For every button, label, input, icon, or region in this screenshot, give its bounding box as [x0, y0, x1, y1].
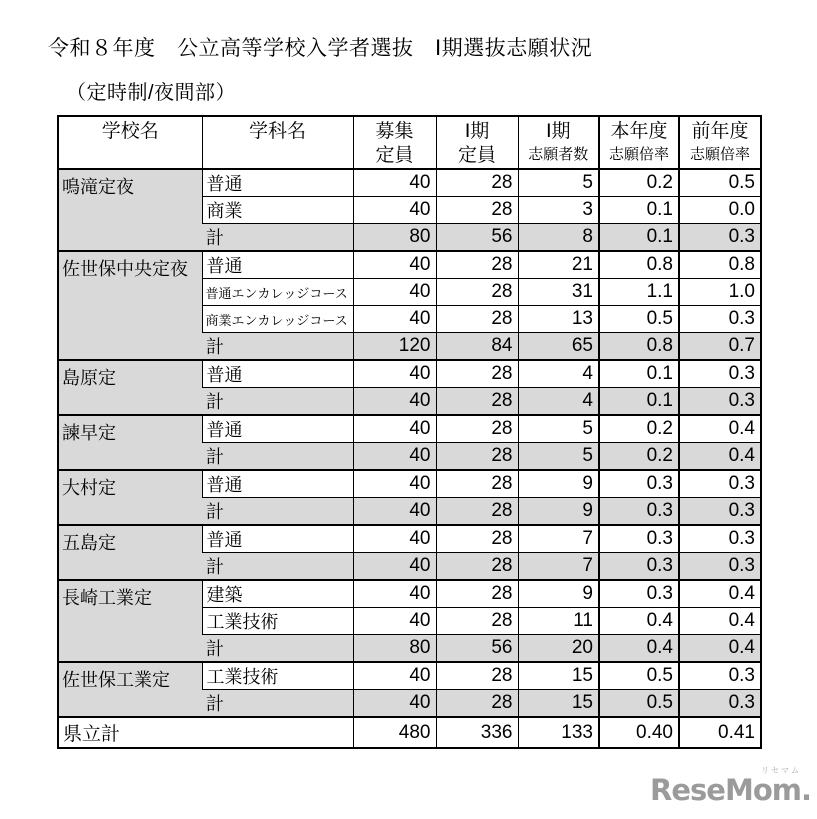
applicants-cell: 4 [518, 360, 599, 388]
total-label-cell: 計 [202, 498, 353, 526]
current-ratio-cell: 0.2 [599, 415, 679, 443]
column-header-school: 学校名 [58, 116, 202, 169]
previous-ratio-cell: 0.3 [679, 360, 761, 388]
department-cell: 普通 [202, 525, 353, 553]
column-header-department: 学科名 [202, 116, 353, 169]
total-label-cell: 計 [202, 224, 353, 252]
previous-ratio-cell: 0.3 [679, 224, 761, 252]
capacity-cell: 40 [353, 251, 436, 279]
period1-capacity-cell: 28 [436, 251, 518, 279]
school-name-cell: 鳴滝定夜 [58, 169, 202, 251]
table-row [58, 360, 761, 388]
current-ratio-cell: 0.3 [599, 553, 679, 581]
period1-capacity-cell: 336 [436, 717, 518, 748]
current-ratio-cell: 0.1 [599, 360, 679, 388]
applicants-cell: 15 [518, 690, 599, 718]
total-label-cell: 計 [202, 388, 353, 416]
applicants-cell: 15 [518, 662, 599, 690]
page-subtitle: （定時制/夜間部） [66, 82, 237, 104]
capacity-cell: 80 [353, 224, 436, 252]
capacity-cell: 40 [353, 443, 436, 471]
applicants-cell: 9 [518, 498, 599, 526]
previous-ratio-cell: 0.3 [679, 525, 761, 553]
applicants-cell: 133 [518, 717, 599, 748]
previous-ratio-cell: 0.5 [679, 169, 761, 197]
school-name-cell: 佐世保工業定 [58, 662, 202, 717]
applicants-cell: 4 [518, 388, 599, 416]
applicants-cell: 11 [518, 608, 599, 635]
applicants-cell: 5 [518, 169, 599, 197]
capacity-cell: 40 [353, 360, 436, 388]
department-cell: 普通 [202, 360, 353, 388]
previous-ratio-cell: 0.3 [679, 662, 761, 690]
period1-capacity-cell: 28 [436, 169, 518, 197]
capacity-cell: 40 [353, 608, 436, 635]
current-ratio-cell: 0.8 [599, 251, 679, 279]
period1-capacity-cell: 28 [436, 306, 518, 333]
current-ratio-cell: 0.5 [599, 306, 679, 333]
column-header-capacity: 募集 定員 [353, 116, 436, 169]
period1-capacity-cell: 28 [436, 388, 518, 416]
table-row [58, 525, 761, 553]
previous-ratio-cell: 0.4 [679, 443, 761, 471]
previous-ratio-cell: 0.3 [679, 690, 761, 718]
department-cell: 普通 [202, 470, 353, 498]
column-header-previous-ratio: 前年度 志願倍率 [679, 116, 761, 169]
capacity-cell: 40 [353, 197, 436, 224]
department-cell: 商業 [202, 197, 353, 224]
department-cell: 普通 [202, 415, 353, 443]
school-name-cell: 五島定 [58, 525, 202, 580]
department-cell: 普通 [202, 251, 353, 279]
applicants-cell: 13 [518, 306, 599, 333]
previous-ratio-cell: 1.0 [679, 279, 761, 306]
current-ratio-cell: 0.3 [599, 470, 679, 498]
grand-total-row [58, 717, 761, 748]
capacity-cell: 40 [353, 279, 436, 306]
table-row [58, 415, 761, 443]
capacity-cell: 40 [353, 690, 436, 718]
department-cell: 工業技術 [202, 608, 353, 635]
previous-ratio-cell: 0.0 [679, 197, 761, 224]
current-ratio-cell: 0.2 [599, 169, 679, 197]
applicants-cell: 3 [518, 197, 599, 224]
school-name-cell: 諫早定 [58, 415, 202, 470]
current-ratio-cell: 0.2 [599, 443, 679, 471]
page-title: 令和８年度 公立高等学校入学者選抜 Ⅰ期選抜志願状況 [48, 37, 593, 60]
capacity-cell: 40 [353, 470, 436, 498]
applicants-cell: 9 [518, 580, 599, 608]
applicants-cell: 7 [518, 553, 599, 581]
total-label-cell: 計 [202, 635, 353, 663]
applicants-cell: 7 [518, 525, 599, 553]
current-ratio-cell: 0.40 [599, 717, 679, 748]
total-label-cell: 計 [202, 553, 353, 581]
current-ratio-cell: 1.1 [599, 279, 679, 306]
capacity-cell: 480 [353, 717, 436, 748]
previous-ratio-cell: 0.4 [679, 580, 761, 608]
current-ratio-cell: 0.5 [599, 662, 679, 690]
previous-ratio-cell: 0.41 [679, 717, 761, 748]
previous-ratio-cell: 0.4 [679, 415, 761, 443]
department-cell: 建築 [202, 580, 353, 608]
applicants-cell: 5 [518, 443, 599, 471]
current-ratio-cell: 0.3 [599, 580, 679, 608]
previous-ratio-cell: 0.4 [679, 608, 761, 635]
applicants-cell: 65 [518, 333, 599, 361]
column-header-period1-capacity: Ⅰ期 定員 [436, 116, 518, 169]
applicants-cell: 8 [518, 224, 599, 252]
resemom-logo-ruby: リセマム [761, 766, 801, 775]
school-name-cell: 長崎工業定 [58, 580, 202, 662]
period1-capacity-cell: 56 [436, 635, 518, 663]
applicants-cell: 9 [518, 470, 599, 498]
current-ratio-cell: 0.1 [599, 388, 679, 416]
department-cell: 普通 [202, 169, 353, 197]
capacity-cell: 120 [353, 333, 436, 361]
previous-ratio-cell: 0.4 [679, 635, 761, 663]
capacity-cell: 40 [353, 169, 436, 197]
grand-total-label: 県立計 [58, 717, 353, 748]
applicants-cell: 5 [518, 415, 599, 443]
applicants-cell: 31 [518, 279, 599, 306]
period1-capacity-cell: 84 [436, 333, 518, 361]
table-row [58, 662, 761, 690]
capacity-cell: 40 [353, 553, 436, 581]
period1-capacity-cell: 28 [436, 662, 518, 690]
period1-capacity-cell: 28 [436, 498, 518, 526]
period1-capacity-cell: 28 [436, 553, 518, 581]
total-label-cell: 計 [202, 443, 353, 471]
previous-ratio-cell: 0.3 [679, 388, 761, 416]
period1-capacity-cell: 28 [436, 197, 518, 224]
department-cell: 工業技術 [202, 662, 353, 690]
grand-total-table [57, 716, 762, 749]
current-ratio-cell: 0.8 [599, 333, 679, 361]
header-row [58, 116, 761, 169]
column-header-current-ratio: 本年度 志願倍率 [599, 116, 679, 169]
previous-ratio-cell: 0.7 [679, 333, 761, 361]
department-cell: 商業エンカレッジコース [202, 306, 353, 333]
applicants-cell: 20 [518, 635, 599, 663]
previous-ratio-cell: 0.3 [679, 498, 761, 526]
capacity-cell: 80 [353, 635, 436, 663]
table-row [58, 251, 761, 279]
capacity-cell: 40 [353, 415, 436, 443]
period1-capacity-cell: 28 [436, 415, 518, 443]
school-name-cell: 大村定 [58, 470, 202, 525]
period1-capacity-cell: 28 [436, 580, 518, 608]
previous-ratio-cell: 0.3 [679, 553, 761, 581]
previous-ratio-cell: 0.8 [679, 251, 761, 279]
period1-capacity-cell: 56 [436, 224, 518, 252]
total-label-cell: 計 [202, 333, 353, 361]
capacity-cell: 40 [353, 580, 436, 608]
current-ratio-cell: 0.3 [599, 498, 679, 526]
current-ratio-cell: 0.5 [599, 690, 679, 718]
period1-capacity-cell: 28 [436, 608, 518, 635]
department-cell: 普通エンカレッジコース [202, 279, 353, 306]
resemom-logo [650, 766, 811, 805]
period1-capacity-cell: 28 [436, 690, 518, 718]
school-name-cell: 佐世保中央定夜 [58, 251, 202, 360]
current-ratio-cell: 0.3 [599, 525, 679, 553]
capacity-cell: 40 [353, 306, 436, 333]
period1-capacity-cell: 28 [436, 443, 518, 471]
current-ratio-cell: 0.1 [599, 224, 679, 252]
period1-capacity-cell: 28 [436, 279, 518, 306]
applicants-cell: 21 [518, 251, 599, 279]
current-ratio-cell: 0.4 [599, 635, 679, 663]
total-label-cell: 計 [202, 690, 353, 718]
table-row [58, 470, 761, 498]
period1-capacity-cell: 28 [436, 525, 518, 553]
current-ratio-cell: 0.1 [599, 197, 679, 224]
period1-capacity-cell: 28 [436, 470, 518, 498]
application-status-table [57, 115, 762, 718]
previous-ratio-cell: 0.3 [679, 306, 761, 333]
capacity-cell: 40 [353, 388, 436, 416]
school-name-cell: 島原定 [58, 360, 202, 415]
current-ratio-cell: 0.4 [599, 608, 679, 635]
resemom-logo-text: ReseMom. [650, 773, 811, 807]
period1-capacity-cell: 28 [436, 360, 518, 388]
capacity-cell: 40 [353, 525, 436, 553]
capacity-cell: 40 [353, 498, 436, 526]
previous-ratio-cell: 0.3 [679, 470, 761, 498]
table-row [58, 580, 761, 608]
column-header-period1-applicants: Ⅰ期 志願者数 [518, 116, 599, 169]
capacity-cell: 40 [353, 662, 436, 690]
table-row [58, 169, 761, 197]
